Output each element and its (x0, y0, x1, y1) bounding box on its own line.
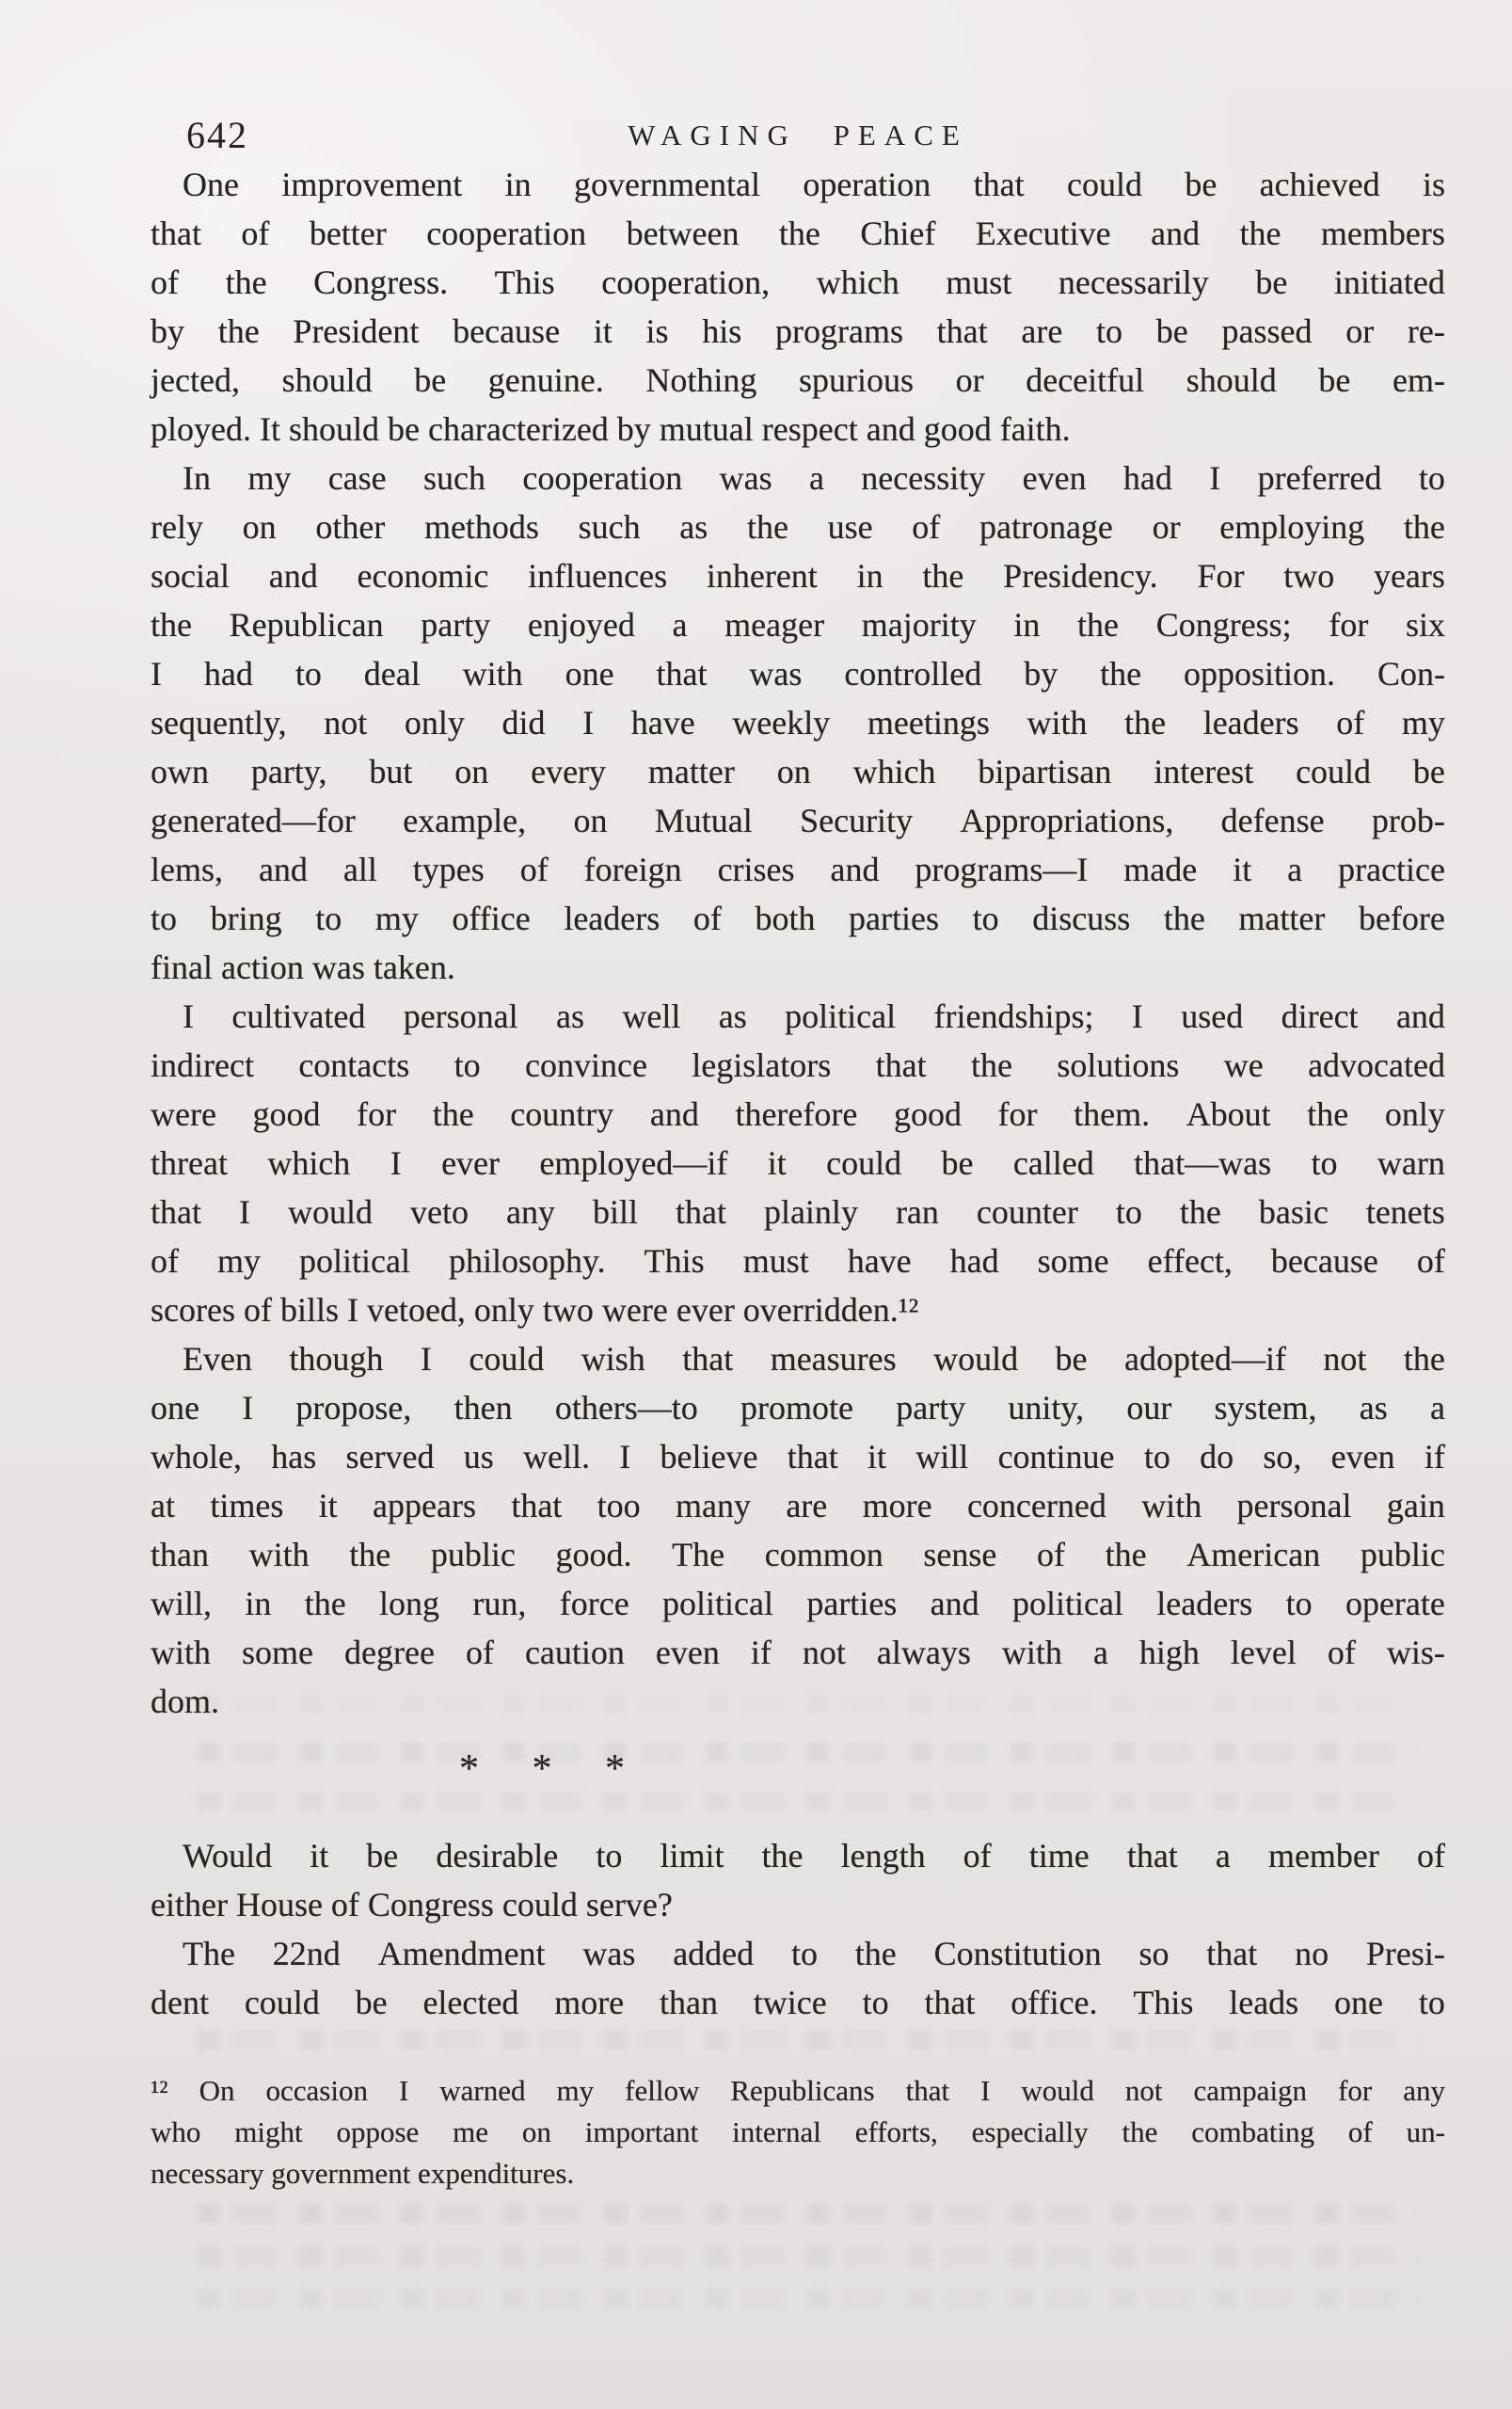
text-line: with some degree of caution even if not always with a high level of wis- (151, 1634, 1445, 1671)
paragraph (151, 1831, 1445, 1929)
text-line: that of better cooperation between the Chief Executive and the members (151, 215, 1445, 252)
text-line: the Republican party enjoyed a meager majority in the Congress; for six (151, 606, 1445, 644)
text-line: were good for the country and therefore good for them. About the only (151, 1095, 1445, 1133)
text-line: In my case such cooperation was a necessity even had I preferred to (183, 459, 1445, 497)
text-line: ployed. It should be characterized by mutual respect and good faith. (151, 410, 1071, 448)
text-line: to bring to my office leaders of both parties to discuss the matter before (151, 900, 1445, 937)
text-line: generated—for example, on Mutual Security Appropriations, defense prob- (151, 802, 1445, 839)
text-line: whole, has served us well. I believe that it will continue to do so, even if (151, 1438, 1445, 1476)
text-line: by the President because it is his programs that are to be passed or re- (151, 312, 1445, 350)
paragraph (151, 2070, 1445, 2194)
question-answer-text (151, 1831, 1445, 2027)
text-line: dom. (151, 1683, 220, 1720)
text-line: One improvement in governmental operation that could be achieved is (183, 166, 1445, 203)
text-line: who might oppose me on important internal efforts, especially the combating of un- (151, 2115, 1445, 2148)
text-line: Would it be desirable to limit the length of time that a member of (183, 1837, 1445, 1875)
text-line: own party, but on every matter on which bipartisan interest could be (151, 753, 1445, 790)
text-line: scores of bills I vetoed, only two were ever overridden.¹² (151, 1291, 919, 1329)
footnote (151, 2070, 1445, 2194)
page-number: 642 (186, 114, 248, 156)
text-line: The 22nd Amendment was added to the Constitution so that no Presi- (183, 1935, 1445, 1972)
text-line: at times it appears that too many are more concerned with personal gain (151, 1487, 1445, 1524)
section-separator: * * * (459, 1747, 625, 1791)
text-line: I had to deal with one that was controlled by the opposition. Con- (151, 655, 1445, 693)
paragraph (151, 1334, 1445, 1726)
text-line: of the Congress. This cooperation, which must necessarily be initiated (151, 263, 1445, 301)
text-line: final action was taken. (151, 949, 455, 986)
text-line: either House of Congress could serve? (151, 1886, 673, 1923)
text-line: I cultivated personal as well as political friendships; I used direct and (183, 997, 1445, 1035)
paragraph (151, 454, 1445, 992)
page-header (151, 111, 1445, 160)
text-line: than with the public good. The common sense of the American public (151, 1536, 1445, 1573)
paragraph (151, 992, 1445, 1334)
text-line: ¹² On occasion I warned my fellow Republicans that I would not campaign for any (151, 2074, 1445, 2107)
paragraph (151, 1929, 1445, 2027)
page-text-block (151, 160, 1445, 2194)
bleedthrough-line (198, 2247, 1418, 2266)
text-line: sequently, not only did I have weekly meetings with the leaders of my (151, 704, 1445, 742)
text-line: dent could be elected more than twice to that office. This leads one to (151, 1984, 1445, 2021)
text-line: jected, should be genuine. Nothing spurious or deceitful should be em- (151, 361, 1445, 399)
text-line: Even though I could wish that measures would be adopted—if not the (183, 1340, 1445, 1378)
text-line: one I propose, then others—to promote party unity, our system, as a (151, 1389, 1445, 1427)
text-line: will, in the long run, force political parties and political leaders to operate (151, 1585, 1445, 1622)
text-line: threat which I ever employed—if it could be called that—was to warn (151, 1144, 1445, 1182)
paragraph (151, 160, 1445, 454)
bleedthrough-line (198, 2289, 1418, 2307)
text-line: of my political philosophy. This must have had some effect, because of (151, 1242, 1445, 1280)
text-line: rely on other methods such as the use of patronage or employing the (151, 508, 1445, 546)
text-line: lems, and all types of foreign crises and programs—I made it a practice (151, 851, 1445, 888)
text-line: that I would veto any bill that plainly ran counter to the basic tenets (151, 1193, 1445, 1231)
running-title: WAGING PEACE (628, 119, 968, 152)
main-text (151, 160, 1445, 1726)
text-line: indirect contacts to convince legislators that the solutions we advocated (151, 1046, 1445, 1084)
text-line: social and economic influences inherent in the Presidency. For two years (151, 557, 1445, 595)
bleedthrough-line (198, 2204, 1418, 2223)
text-line: necessary government expenditures. (151, 2157, 575, 2190)
